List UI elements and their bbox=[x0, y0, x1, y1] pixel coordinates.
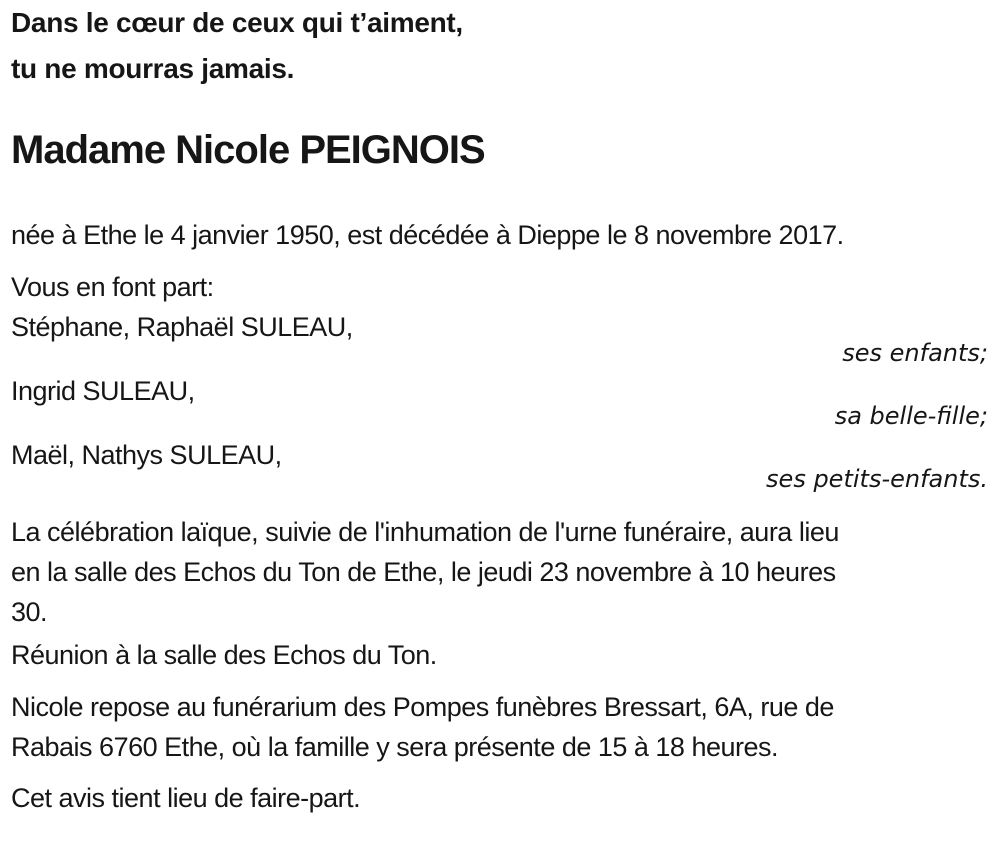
ceremony-line-3: 30. bbox=[11, 597, 48, 627]
family-relation-grandchildren: ses petits-enfants. bbox=[766, 465, 988, 493]
family-relation-children: ses enfants; bbox=[842, 339, 988, 367]
family-names-children: Stéphane, Raphaël SULEAU, bbox=[11, 312, 353, 342]
announcement-intro: Vous en font part: bbox=[11, 272, 214, 302]
epigraph-line-1: Dans le cœur de ceux qui t’aiment, bbox=[11, 7, 463, 38]
life-dates-line: née à Ethe le 4 janvier 1950, est décédée à Dieppe le 8 novembre 2017. bbox=[11, 220, 844, 250]
epigraph-line-2: tu ne mourras jamais. bbox=[11, 53, 295, 84]
gathering-line: Réunion à la salle des Echos du Ton. bbox=[11, 640, 437, 670]
ceremony-line-1: La célébration laïque, suivie de l'inhumation de l'urne funéraire, aura lieu bbox=[11, 517, 839, 547]
family-names-grandchildren: Maël, Nathys SULEAU, bbox=[11, 440, 282, 470]
ceremony-line-2: en la salle des Echos du Ton de Ethe, le jeudi 23 novembre à 10 heures bbox=[11, 557, 836, 587]
repose-line-2: Rabais 6760 Ethe, où la famille y sera présente de 15 à 18 heures. bbox=[11, 732, 779, 762]
family-relation-daughter-in-law: sa belle-fille; bbox=[834, 402, 988, 430]
closing-line: Cet avis tient lieu de faire-part. bbox=[11, 783, 361, 813]
repose-line-1: Nicole repose au funérarium des Pompes funèbres Bressart, 6A, rue de bbox=[11, 692, 834, 722]
deceased-name-title: Madame Nicole PEIGNOIS bbox=[11, 128, 485, 172]
family-names-daughter-in-law: Ingrid SULEAU, bbox=[11, 376, 195, 406]
